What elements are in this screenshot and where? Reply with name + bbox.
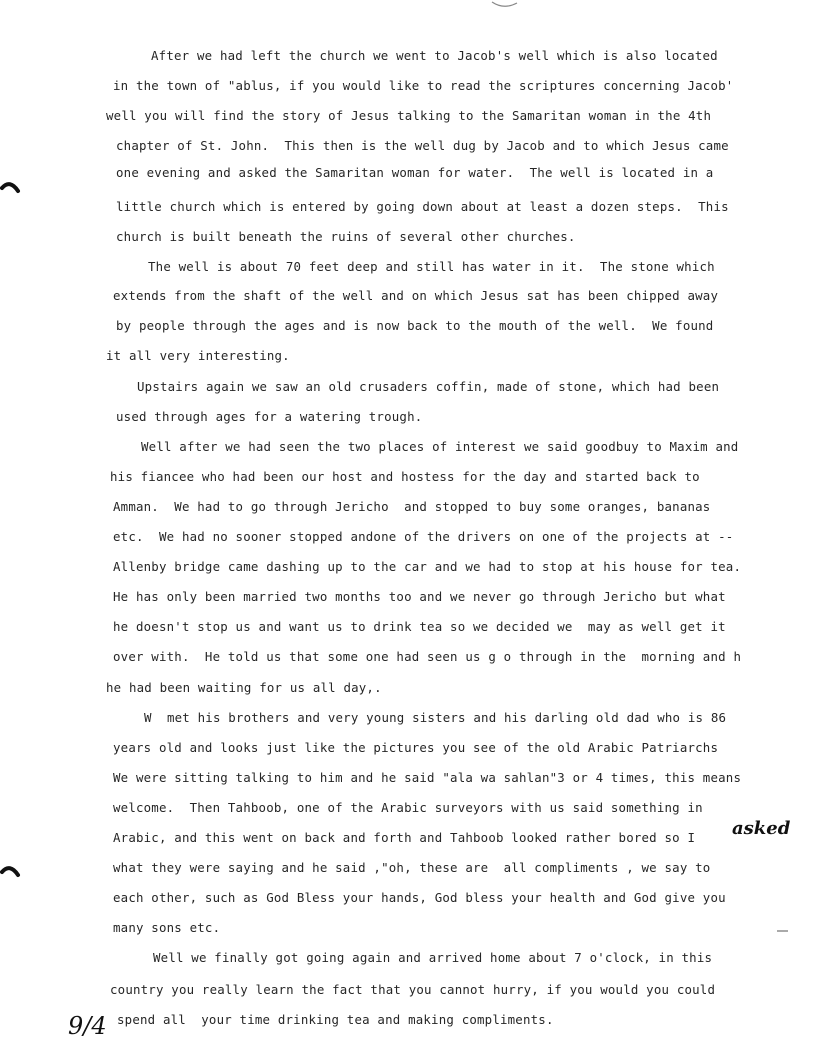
- text-line: Well we finally got going again and arrived home about 7 o'clock, in this: [153, 950, 713, 965]
- text-line: little church which is entered by going down about at least a dozen steps. This: [116, 199, 729, 214]
- text-line: it all very interesting.: [106, 348, 290, 363]
- punch-hole-mark: [0, 862, 22, 884]
- text-line: each other, such as God Bless your hands, God bless your health and God give you: [113, 890, 726, 905]
- text-line: Allenby bridge came dashing up to the car and we had to stop at his house for tea.: [113, 559, 742, 574]
- text-line: one evening and asked the Samaritan woman for water. The well is located in a: [116, 165, 714, 180]
- text-line: extends from the shaft of the well and on which Jesus sat has been chipped away: [113, 288, 719, 303]
- text-line: church is built beneath the ruins of several other churches.: [116, 229, 576, 244]
- text-line: chapter of St. John. This then is the well dug by Jacob and to which Jesus came: [116, 138, 729, 153]
- stray-pen-mark: [776, 928, 790, 934]
- text-line: in the town of "ablus, if you would like to read the scriptures concerning Jacob': [113, 78, 734, 93]
- text-line: Arabic, and this went on back and forth and Tahboob looked rather bored so I: [113, 830, 696, 845]
- text-line: We were sitting talking to him and he said "ala wa sahlan"3 or 4 times, this means: [113, 770, 742, 785]
- text-line: Amman. We had to go through Jericho and stopped to buy some oranges, bananas: [113, 499, 711, 514]
- text-line: what they were saying and he said ,"oh, these are all compliments , we say to: [113, 860, 711, 875]
- text-line: etc. We had no sooner stopped andone of the drivers on one of the projects at --: [113, 529, 734, 544]
- text-line: by people through the ages and is now back to the mouth of the well. We found: [116, 318, 714, 333]
- text-line: He has only been married two months too and we never go through Jericho but what: [113, 589, 726, 604]
- text-line: he doesn't stop us and want us to drink tea so we decided we may as well get it: [113, 619, 726, 634]
- text-line: country you really learn the fact that you cannot hurry, if you would you could: [110, 982, 716, 997]
- text-line: spend all your time drinking tea and making compliments.: [117, 1012, 554, 1027]
- top-fold-mark: [490, 0, 520, 10]
- text-line: W met his brothers and very young sisters and his darling old dad who is 86: [144, 710, 727, 725]
- page-number: 9/4: [68, 1012, 107, 1040]
- text-line: he had been waiting for us all day,.: [106, 680, 382, 695]
- text-line: welcome. Then Tahboob, one of the Arabic surveyors with us said something in: [113, 800, 703, 815]
- text-line: his fiancee who had been our host and hostess for the day and started back to: [110, 469, 700, 484]
- text-line: After we had left the church we went to Jacob's well which is also located: [151, 48, 718, 63]
- text-line: over with. He told us that some one had seen us g o through in the morning and h: [113, 649, 742, 664]
- text-line: Well after we had seen the two places of interest we said goodbuy to Maxim and: [141, 439, 739, 454]
- text-line: many sons etc.: [113, 920, 221, 935]
- handwritten-insert: asked: [732, 818, 791, 839]
- text-line: Upstairs again we saw an old crusaders coffin, made of stone, which had been: [137, 379, 720, 394]
- text-line: The well is about 70 feet deep and still has water in it. The stone which: [148, 259, 715, 274]
- punch-hole-mark: [0, 178, 22, 200]
- text-line: years old and looks just like the pictures you see of the old Arabic Patriarchs: [113, 740, 719, 755]
- text-line: used through ages for a watering trough.: [116, 409, 423, 424]
- text-line: well you will find the story of Jesus talking to the Samaritan woman in the 4th: [106, 108, 712, 123]
